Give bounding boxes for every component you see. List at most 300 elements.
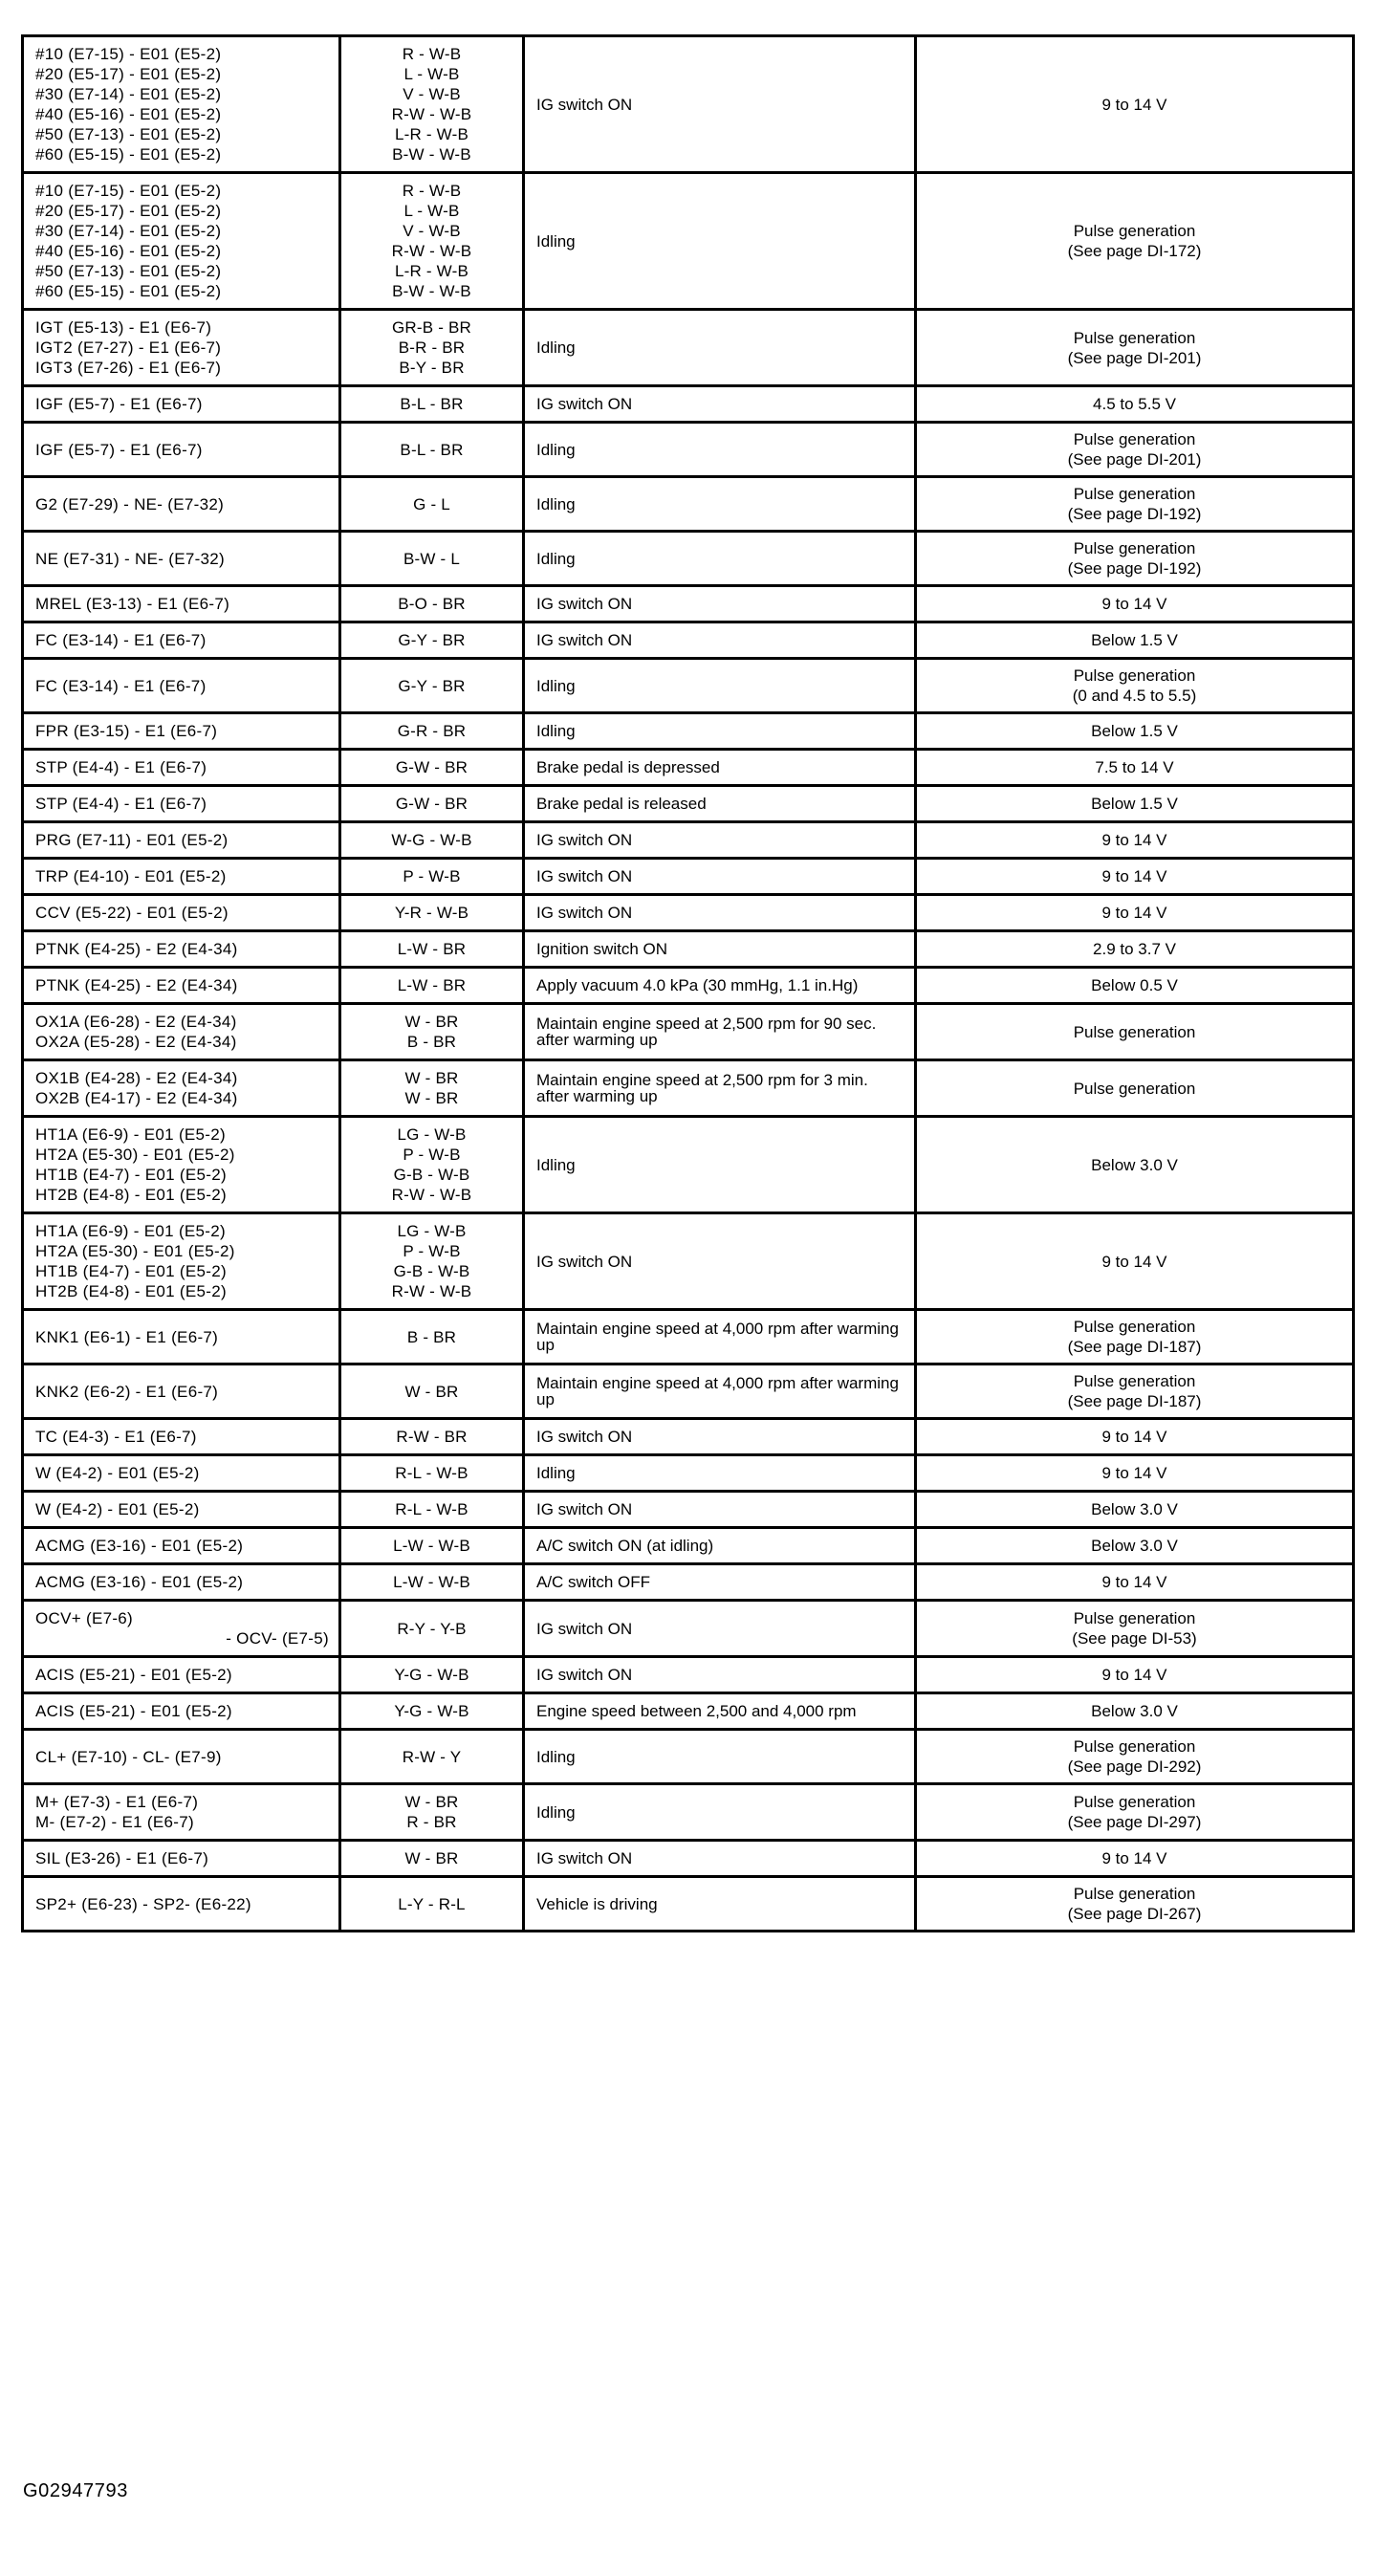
specification-value: Pulse generation [1073, 328, 1196, 347]
condition-text: IG switch ON [536, 95, 633, 114]
condition-cell [524, 1841, 916, 1877]
wire-color-pair: R-W - BR [396, 1428, 468, 1446]
wiring-color-cell-inner [341, 1456, 522, 1490]
wiring-color-cell-inner [341, 1658, 522, 1692]
condition-cell [524, 532, 916, 586]
terminal-pair: IGT3 (E7-26) - E1 (E6-7) [35, 359, 222, 377]
terminals-cell-inner [24, 787, 338, 820]
wire-color-pair: L-R - W-B [394, 262, 469, 280]
terminals-cell-inner [24, 542, 338, 576]
specification-cell [916, 859, 1354, 895]
wire-color-pair: W - BR [404, 1382, 459, 1401]
wiring-color-cell [340, 713, 524, 750]
condition-cell [524, 1419, 916, 1455]
table-row [23, 1601, 1354, 1657]
terminals-cell [23, 1419, 340, 1455]
terminals-cell-inner [24, 1321, 338, 1354]
wiring-color-cell-inner [341, 311, 522, 384]
terminals-cell-inner [24, 311, 338, 384]
table-row [23, 1455, 1354, 1492]
wiring-color-cell-inner [341, 751, 522, 784]
wire-color-pair: P - W-B [403, 867, 461, 885]
specification-cell [916, 931, 1354, 968]
terminals-cell [23, 1528, 340, 1564]
terminal-pair: OX1B (E4-28) - E2 (E4-34) [35, 1069, 238, 1087]
terminal-pair: FPR (E3-15) - E1 (E6-7) [35, 722, 218, 740]
terminal-pair: CCV (E5-22) - E01 (E5-2) [35, 904, 229, 922]
wiring-color-cell [340, 1877, 524, 1932]
condition-text: Maintain engine speed at 2,500 rpm for 3 min. after warming up [536, 1071, 868, 1105]
specification-value: 9 to 14 V [1101, 1464, 1167, 1482]
terminal-pair: #30 (E7-14) - E01 (E5-2) [35, 85, 222, 103]
condition-text: Brake pedal is depressed [536, 758, 720, 776]
terminal-pair: #10 (E7-15) - E01 (E5-2) [35, 45, 222, 63]
wire-color-pair: V - W-B [403, 222, 461, 240]
wiring-color-cell-inner [341, 1565, 522, 1599]
specification-cell [916, 968, 1354, 1004]
wiring-color-cell [340, 1841, 524, 1877]
condition-text: IG switch ON [536, 631, 633, 649]
specification-cell [916, 750, 1354, 786]
condition-text: Maintain engine speed at 4,000 rpm after warming up [536, 1320, 899, 1354]
table-row [23, 1419, 1354, 1455]
wiring-color-cell-inner [341, 1740, 522, 1774]
specification-cell-inner [917, 322, 1352, 374]
specification-cell-inner [917, 1786, 1352, 1838]
specification-value: 9 to 14 V [1101, 1573, 1167, 1591]
table-row [23, 931, 1354, 968]
terminals-cell-inner [24, 714, 338, 748]
wiring-color-cell [340, 622, 524, 659]
specification-value: Pulse generation [1073, 1079, 1196, 1098]
condition-cell [524, 1564, 916, 1601]
terminal-pair: IGF (E5-7) - E1 (E6-7) [35, 395, 203, 413]
specification-cell-inner [917, 752, 1352, 783]
terminal-pair: OX2B (E4-17) - E2 (E4-34) [35, 1089, 238, 1107]
specification-value: Below 1.5 V [1091, 722, 1178, 740]
condition-cell [524, 1492, 916, 1528]
terminal-pair: KNK2 (E6-2) - E1 (E6-7) [35, 1382, 219, 1401]
wire-color-pair: L - W-B [403, 202, 460, 220]
wire-color-pair: B-W - W-B [392, 282, 471, 300]
terminals-cell [23, 310, 340, 386]
specification-cell [916, 1877, 1354, 1932]
terminals-cell [23, 1693, 340, 1730]
condition-text: A/C switch OFF [536, 1573, 651, 1591]
specification-value: 7.5 to 14 V [1095, 758, 1174, 776]
terminal-pair: TC (E4-3) - E1 (E6-7) [35, 1428, 197, 1446]
specification-cell [916, 713, 1354, 750]
terminals-cell [23, 1492, 340, 1528]
specification-value: Below 1.5 V [1091, 795, 1178, 813]
terminal-pair: HT2B (E4-8) - E01 (E5-2) [35, 1186, 227, 1204]
terminal-pair: HT1A (E6-9) - E01 (E5-2) [35, 1222, 226, 1240]
wire-color-pair: L-W - W-B [393, 1537, 470, 1555]
wiring-color-cell [340, 1310, 524, 1364]
terminals-cell [23, 423, 340, 477]
terminals-cell [23, 859, 340, 895]
terminals-cell-inner [24, 1061, 338, 1115]
condition-cell [524, 1693, 916, 1730]
wiring-color-cell [340, 1364, 524, 1419]
wire-color-pair: G-B - W-B [393, 1166, 470, 1184]
terminals-cell [23, 173, 340, 310]
terminals-cell [23, 1004, 340, 1060]
wire-color-pair: LG - W-B [397, 1222, 467, 1240]
table-row [23, 1060, 1354, 1117]
terminals-cell [23, 586, 340, 622]
condition-text: Idling [536, 549, 576, 568]
terminals-cell [23, 750, 340, 786]
condition-cell [524, 659, 916, 713]
wire-color-pair: R-W - W-B [391, 105, 472, 123]
terminal-pair: STP (E4-4) - E1 (E6-7) [35, 795, 207, 813]
specification-cell-inner [917, 1421, 1352, 1452]
specification-reference: (See page DI-201) [1067, 450, 1202, 469]
specification-cell [916, 1730, 1354, 1784]
wire-color-pair: B-R - BR [398, 338, 466, 357]
table-row [23, 822, 1354, 859]
condition-text: Brake pedal is released [536, 795, 707, 813]
specification-value: Pulse generation [1073, 1318, 1196, 1336]
specification-reference: (See page DI-267) [1067, 1905, 1202, 1923]
specification-value: 9 to 14 V [1101, 904, 1167, 922]
wiring-color-cell [340, 423, 524, 477]
specification-value: Pulse generation [1073, 539, 1196, 557]
wiring-color-cell [340, 1528, 524, 1564]
terminals-cell [23, 1730, 340, 1784]
terminals-cell-inner [24, 1602, 338, 1655]
wire-color-pair: G-B - W-B [393, 1262, 470, 1280]
wiring-color-cell-inner [341, 1694, 522, 1728]
condition-text: Idling [536, 338, 576, 357]
terminals-cell [23, 1657, 340, 1693]
terminals-cell [23, 477, 340, 532]
specification-cell-inner [917, 1457, 1352, 1489]
ecu-terminal-inspection-table [21, 34, 1355, 1932]
wiring-color-cell [340, 1601, 524, 1657]
wire-color-pair: W - BR [404, 1089, 459, 1107]
table-row [23, 423, 1354, 477]
wiring-color-cell [340, 822, 524, 859]
wire-color-pair: B-W - W-B [392, 145, 471, 164]
terminal-pair: HT2A (E5-30) - E01 (E5-2) [35, 1242, 235, 1260]
specification-cell [916, 1841, 1354, 1877]
wiring-color-cell-inner [341, 1005, 522, 1059]
wire-color-pair: G-R - BR [397, 722, 467, 740]
condition-cell [524, 36, 916, 173]
specification-value: Below 0.5 V [1091, 976, 1178, 994]
specification-cell-inner [917, 478, 1352, 530]
terminals-cell-inner [24, 860, 338, 893]
condition-text: IG switch ON [536, 595, 633, 613]
specification-cell-inner [917, 897, 1352, 928]
wiring-color-cell-inner [341, 669, 522, 703]
wiring-color-cell [340, 1492, 524, 1528]
terminal-pair: HT1A (E6-9) - E01 (E5-2) [35, 1125, 226, 1144]
wiring-color-cell-inner [341, 1529, 522, 1562]
condition-cell [524, 386, 916, 423]
terminal-pair: OCV+ (E7-6) [35, 1609, 134, 1627]
terminal-pair: M- (E7-2) - E1 (E6-7) [35, 1813, 194, 1831]
wiring-color-cell [340, 931, 524, 968]
specification-cell [916, 1455, 1354, 1492]
wiring-color-cell [340, 1419, 524, 1455]
wire-color-pair: G-Y - BR [398, 631, 466, 649]
specification-cell [916, 822, 1354, 859]
wire-color-pair: R-L - W-B [395, 1500, 469, 1518]
wiring-color-cell [340, 310, 524, 386]
wire-color-pair: B-L - BR [400, 395, 464, 413]
terminal-pair: NE (E7-31) - NE- (E7-32) [35, 549, 226, 568]
condition-text: Idling [536, 494, 576, 513]
table-row [23, 713, 1354, 750]
condition-text: Engine speed between 2,500 and 4,000 rpm [536, 1702, 857, 1720]
wire-color-pair: R-W - W-B [391, 1282, 472, 1300]
specification-cell-inner [917, 970, 1352, 1001]
wire-color-pair: L-W - BR [397, 940, 467, 958]
terminal-pair: ACIS (E5-21) - E01 (E5-2) [35, 1702, 232, 1720]
wire-color-pair: P - W-B [403, 1242, 461, 1260]
terminals-cell [23, 1564, 340, 1601]
wire-color-pair: B-L - BR [400, 440, 464, 459]
wiring-color-cell [340, 1117, 524, 1213]
table-row [23, 1784, 1354, 1841]
condition-cell [524, 968, 916, 1004]
wiring-color-cell-inner [341, 1612, 522, 1646]
condition-text: IG switch ON [536, 1619, 633, 1638]
wiring-color-cell [340, 1004, 524, 1060]
condition-text: A/C switch ON (at idling) [536, 1537, 714, 1555]
wire-color-pair: W - BR [404, 1793, 459, 1811]
specification-cell-inner [917, 1603, 1352, 1654]
table-row [23, 859, 1354, 895]
wiring-color-cell-inner [341, 787, 522, 820]
condition-cell [524, 786, 916, 822]
condition-cell [524, 822, 916, 859]
terminals-cell-inner [24, 1529, 338, 1562]
condition-cell [524, 1528, 916, 1564]
terminal-pair: IGT2 (E7-27) - E1 (E6-7) [35, 338, 222, 357]
table-row [23, 1117, 1354, 1213]
specification-reference: (0 and 4.5 to 5.5) [1072, 687, 1197, 705]
wiring-color-cell-inner [341, 1842, 522, 1875]
terminals-cell-inner [24, 174, 338, 308]
table-row [23, 1730, 1354, 1784]
terminal-pair: TRP (E4-10) - E01 (E5-2) [35, 867, 227, 885]
condition-text: Ignition switch ON [536, 940, 667, 958]
specification-reference: (See page DI-192) [1067, 505, 1202, 523]
specification-value: 9 to 14 V [1101, 867, 1167, 885]
wire-color-pair: R-W - W-B [391, 242, 472, 260]
wire-color-pair: W-G - W-B [391, 831, 472, 849]
specification-value: Below 3.0 V [1091, 1155, 1178, 1174]
terminals-cell [23, 622, 340, 659]
terminals-cell [23, 1117, 340, 1213]
table-row [23, 968, 1354, 1004]
specification-cell-inner [917, 1311, 1352, 1363]
condition-cell [524, 173, 916, 310]
wiring-color-cell [340, 1784, 524, 1841]
wiring-color-cell [340, 750, 524, 786]
specification-cell-inner [917, 424, 1352, 475]
terminals-cell [23, 968, 340, 1004]
wire-color-pair: B-Y - BR [399, 359, 465, 377]
specification-value: 9 to 14 V [1101, 95, 1167, 114]
specification-reference: (See page DI-172) [1067, 242, 1202, 260]
terminals-cell [23, 713, 340, 750]
condition-cell [524, 423, 916, 477]
terminal-pair: W (E4-2) - E01 (E5-2) [35, 1500, 200, 1518]
wire-color-pair: R - W-B [402, 45, 462, 63]
wire-color-pair: R-L - W-B [395, 1464, 469, 1482]
wiring-color-cell [340, 532, 524, 586]
specification-reference: (See page DI-187) [1067, 1338, 1202, 1356]
specification-value: 9 to 14 V [1101, 1252, 1167, 1271]
specification-cell-inner [917, 533, 1352, 584]
specification-value: 9 to 14 V [1101, 595, 1167, 613]
specification-cell [916, 1492, 1354, 1528]
condition-text: IG switch ON [536, 1666, 633, 1684]
terminal-pair: SP2+ (E6-23) - SP2- (E6-22) [35, 1894, 251, 1913]
terminal-pair: PRG (E7-11) - E01 (E5-2) [35, 831, 229, 849]
specification-value: Pulse generation [1073, 1737, 1196, 1756]
terminals-cell-inner [24, 1842, 338, 1875]
table-row [23, 1213, 1354, 1310]
wire-color-pair: B-O - BR [398, 595, 466, 613]
specification-cell-inner [917, 1878, 1352, 1930]
condition-text: Idling [536, 1747, 576, 1766]
condition-cell [524, 477, 916, 532]
table-row [23, 532, 1354, 586]
specification-cell-inner [917, 660, 1352, 711]
wiring-color-cell [340, 1455, 524, 1492]
wiring-color-cell-inner [341, 623, 522, 657]
terminals-cell [23, 1841, 340, 1877]
specification-cell-inner [917, 933, 1352, 965]
wire-color-pair: LG - W-B [397, 1125, 467, 1144]
table-row [23, 310, 1354, 386]
terminals-cell-inner [24, 823, 338, 857]
condition-cell [524, 1730, 916, 1784]
specification-cell [916, 786, 1354, 822]
terminals-cell-inner [24, 932, 338, 966]
wiring-color-cell [340, 1564, 524, 1601]
condition-text: IG switch ON [536, 395, 633, 413]
table-row [23, 586, 1354, 622]
wiring-color-cell-inner [341, 1493, 522, 1526]
terminals-cell [23, 931, 340, 968]
condition-text: IG switch ON [536, 867, 633, 885]
terminal-pair: PTNK (E4-25) - E2 (E4-34) [35, 940, 238, 958]
wiring-color-cell-inner [341, 488, 522, 521]
wiring-color-cell-inner [341, 1214, 522, 1308]
wiring-color-cell-inner [341, 174, 522, 308]
table-row [23, 173, 1354, 310]
wire-color-pair: Y-R - W-B [394, 904, 469, 922]
wiring-color-cell-inner [341, 1118, 522, 1212]
specification-cell-inner [917, 1659, 1352, 1691]
specification-value: Pulse generation [1073, 666, 1196, 685]
wiring-color-cell [340, 586, 524, 622]
specification-reference: (See page DI-192) [1067, 559, 1202, 578]
terminals-cell-inner [24, 1888, 338, 1921]
terminals-cell-inner [24, 433, 338, 467]
condition-text: IG switch ON [536, 1252, 633, 1271]
terminal-pair: #20 (E5-17) - E01 (E5-2) [35, 65, 222, 83]
wiring-color-cell-inner [341, 1420, 522, 1453]
specification-value: Below 3.0 V [1091, 1537, 1178, 1555]
wire-color-pair: G-W - BR [395, 758, 469, 776]
terminal-pair: - OCV- (E7-5) [226, 1629, 329, 1648]
condition-text: Maintain engine speed at 4,000 rpm after warming up [536, 1374, 899, 1408]
specification-cell-inner [917, 1016, 1352, 1048]
terminals-cell-inner [24, 1740, 338, 1774]
terminals-cell-inner [24, 1214, 338, 1308]
condition-text: Vehicle is driving [536, 1894, 658, 1913]
specification-cell-inner [917, 1695, 1352, 1727]
wiring-color-cell-inner [341, 37, 522, 171]
condition-cell [524, 622, 916, 659]
terminal-pair: STP (E4-4) - E1 (E6-7) [35, 758, 207, 776]
wiring-color-cell-inner [341, 1785, 522, 1839]
specification-cell [916, 1564, 1354, 1601]
specification-cell-inner [917, 624, 1352, 656]
table-row [23, 786, 1354, 822]
table-row [23, 1564, 1354, 1601]
terminals-cell [23, 532, 340, 586]
terminal-pair: ACMG (E3-16) - E01 (E5-2) [35, 1537, 244, 1555]
condition-cell [524, 1060, 916, 1117]
terminals-cell-inner [24, 488, 338, 521]
specification-value: 2.9 to 3.7 V [1093, 940, 1176, 958]
specification-reference: (See page DI-297) [1067, 1813, 1202, 1831]
table-row [23, 386, 1354, 423]
wire-color-pair: R - W-B [402, 182, 462, 200]
specification-reference: (See page DI-187) [1067, 1392, 1202, 1410]
terminal-pair: OX2A (E5-28) - E2 (E4-34) [35, 1033, 237, 1051]
wire-color-pair: R-W - Y [402, 1747, 462, 1766]
specification-value: Pulse generation [1073, 1022, 1196, 1041]
specification-value: Pulse generation [1073, 1793, 1196, 1811]
specification-cell [916, 1657, 1354, 1693]
terminals-cell-inner [24, 969, 338, 1002]
specification-cell [916, 659, 1354, 713]
wire-color-pair: Y-G - W-B [394, 1666, 469, 1684]
terminal-pair: #30 (E7-14) - E01 (E5-2) [35, 222, 222, 240]
specification-cell [916, 386, 1354, 423]
specification-cell-inner [917, 1843, 1352, 1874]
wiring-color-cell-inner [341, 1375, 522, 1408]
condition-text: Idling [536, 440, 576, 459]
terminals-cell-inner [24, 1420, 338, 1453]
wire-color-pair: R - BR [406, 1813, 457, 1831]
terminals-cell [23, 1213, 340, 1310]
wire-color-pair: G - L [413, 494, 450, 513]
specification-cell-inner [917, 824, 1352, 856]
wiring-color-cell [340, 968, 524, 1004]
terminals-cell [23, 659, 340, 713]
table-row [23, 1841, 1354, 1877]
terminal-pair: #40 (E5-16) - E01 (E5-2) [35, 105, 222, 123]
terminals-cell [23, 1877, 340, 1932]
terminals-cell [23, 1784, 340, 1841]
wire-color-pair: L-R - W-B [394, 125, 469, 143]
terminals-cell [23, 895, 340, 931]
condition-cell [524, 750, 916, 786]
specification-cell [916, 1784, 1354, 1841]
wire-color-pair: R-W - W-B [391, 1186, 472, 1204]
